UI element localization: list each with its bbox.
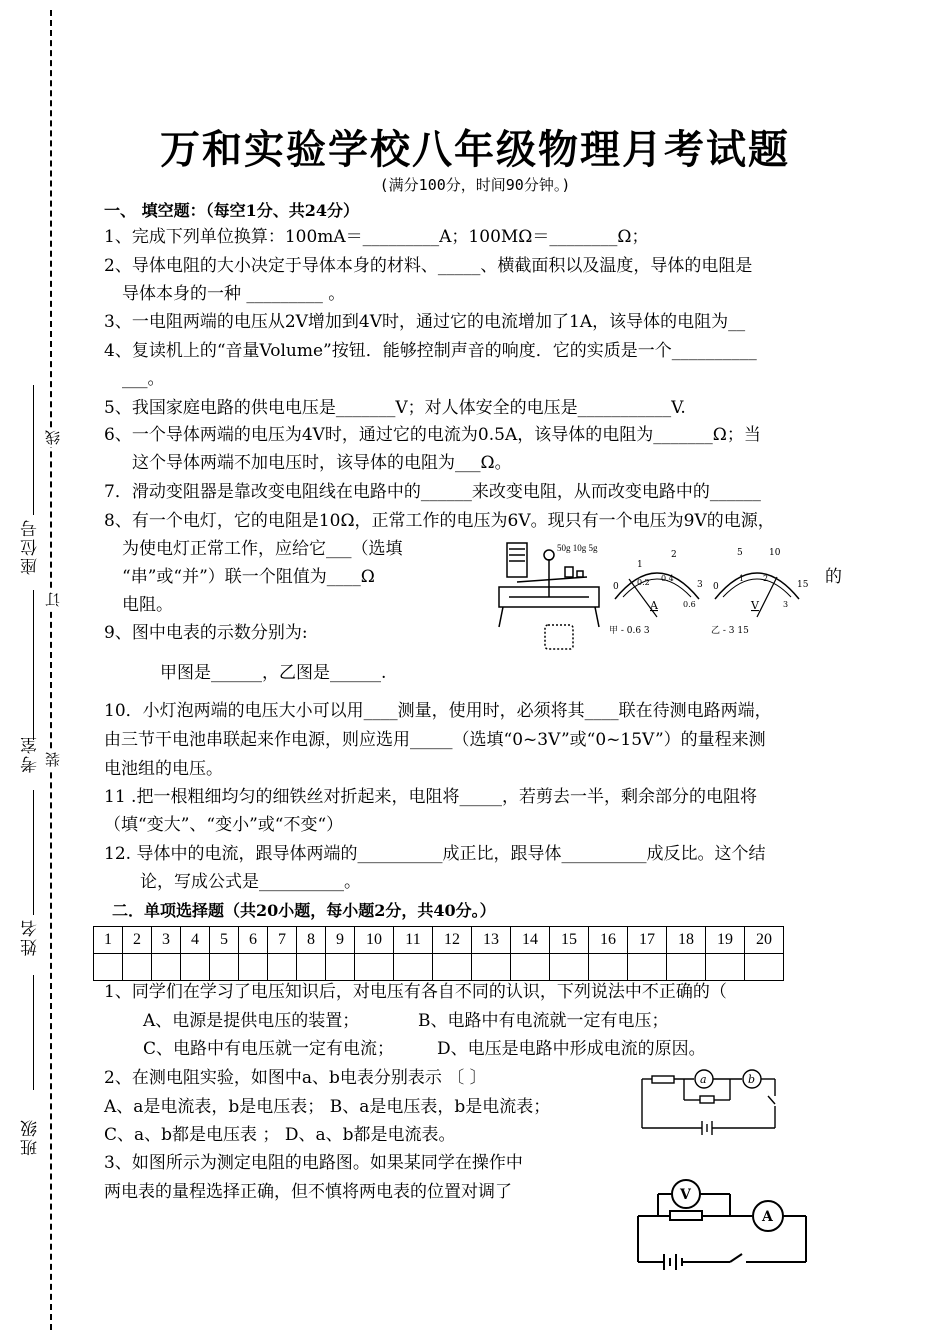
q10-fill-line2: 由三节干电池串联起来作电源，则应选用_____（选填“0~3V”或“0~15V”）的量程来测 [104,730,766,750]
answer-input-row [94,954,784,981]
answer-cell[interactable] [472,954,511,981]
binding-marker: 装 [44,752,62,767]
answer-num: 10 [355,927,394,954]
room-label: 考室 [21,735,41,773]
q9-answers: 甲图是______，乙图是______. [160,663,387,683]
voltmeter-label: V [751,599,759,612]
ammeter-tick-5: 0.4 [661,574,674,583]
q9-fill: 9、图中电表的示数分别为: [104,623,308,643]
ammeter-tick-4: 0.2 [637,578,650,587]
q12-fill-line2: 论，写成公式是__________。 [140,872,361,892]
mc-q1-stem: 1、同学们在学习了电压知识后，对电压有各自不同的认识，下列说法中不正确的（ [104,982,727,1002]
answer-num: 2 [123,927,152,954]
room-underline [33,590,34,740]
section2-heading: 二．单项选择题（共20小题，每小题2分，共40分。） [112,901,496,920]
answer-cell[interactable] [326,954,355,981]
answer-number-row [94,927,784,954]
section1-heading: 一、 填空题：（每空1分、共24分） [104,201,359,220]
binding-dashed-line [50,10,52,1330]
exam-subtitle: (满分100分，时间90分钟。) [379,176,571,194]
seat-label: 座位号 [21,518,41,575]
q12-fill-line1: 12. 导体中的电流，跟导体两端的__________成正比，跟导体__________成反比。这个结 [104,844,766,864]
ammeter-tick-2: 2 [671,550,677,560]
circuit-q2-meter-a: a [700,1073,707,1086]
q8-fill-line4: 电阻。 [122,595,173,615]
ammeter-tick-6: 0.6 [683,600,696,609]
mc-q3-line1: 3、如图所示为测定电阻的电路图。如果某同学在操作中 [104,1153,523,1173]
answer-cell[interactable] [94,954,123,981]
answer-num: 14 [511,927,550,954]
circuit-q2-meter-b: b [748,1073,756,1086]
q6-fill-line2: 这个导体两端不加电压时，该导体的电阻为___Ω。 [132,453,512,473]
q8-fill-line1: 8、有一个电灯，它的电阻是10Ω，正常工作的电压为6V。现只有一个电压为9V的电源， [104,511,775,531]
class-underline [33,975,34,1090]
answer-cell[interactable] [355,954,394,981]
mc-q1-option-a: A、电源是提供电压的装置； [143,1011,360,1031]
answer-cell[interactable] [433,954,472,981]
answer-cell[interactable] [589,954,628,981]
answer-cell[interactable] [210,954,239,981]
q2-fill-line1: 2、导体电阻的大小决定于导体本身的材料、_____、横截面积以及温度，导体的电阻是 [104,256,753,276]
voltmeter-tick-2: 10 [769,548,781,558]
mc-q1-option-d: D、电压是电路中形成电流的原因。 [437,1039,706,1059]
ammeter-tick-1: 1 [637,560,643,570]
answer-num: 3 [152,927,181,954]
answer-cell[interactable] [511,954,550,981]
answer-cell[interactable] [667,954,706,981]
mc-q2-options-cd: C、a、b都是电压表 ； D、a、b都是电流表。 [104,1125,456,1145]
exam-title: 万和实验学校八年级物理月考试题 [160,126,790,173]
answer-cell[interactable] [706,954,745,981]
answer-cell[interactable] [297,954,326,981]
answer-num: 5 [210,927,239,954]
name-underline [33,790,34,915]
q4-fill-line2: ___。 [122,369,165,389]
answer-num: 13 [472,927,511,954]
answer-num: 6 [239,927,268,954]
order-marker: 订 [44,592,62,607]
answer-num: 16 [589,927,628,954]
voltmeter-tick-5: 2 [763,574,769,583]
class-label: 班级 [21,1118,41,1156]
answer-num: 9 [326,927,355,954]
answer-num: 4 [181,927,210,954]
ammeter-terminals: 甲 - 0.6 3 [609,626,650,636]
q8-fill-tail: 的 [825,567,842,587]
answer-cell[interactable] [394,954,433,981]
answer-cell[interactable] [268,954,297,981]
q8-fill-line3: “串”或“并”）联一个阻值为____Ω [122,567,375,587]
q10-fill-line1: 10．小灯泡两端的电压大小可以用____测量，使用时，必须将其____联在待测电路两端， [104,701,772,721]
mc-q2-options-ab: A、a是电流表，b是电压表； B、a是电压表，b是电流表； [104,1097,551,1117]
q6-fill-line1: 6、一个导体两端的电压为4V时，通过它的电流为0.5A，该导体的电阻为_______Ω；当 [104,425,761,445]
answer-cell[interactable] [181,954,210,981]
seat-underline [33,385,34,515]
circuit-q3-voltmeter: V [680,1187,691,1203]
q3-fill: 3、一电阻两端的电压从2V增加到4V时，通过它的电流增加了1A，该导体的电阻为__ [104,312,746,332]
meters-figure [497,537,817,655]
balance-scale [499,543,599,649]
voltmeter-tick-3: 15 [797,580,809,590]
q7-fill: 7．滑动变阻器是靠改变电阻线在电路中的______来改变电阻，从而改变电路中的______ [104,482,761,502]
answer-num: 18 [667,927,706,954]
ammeter-tick-0: 0 [613,582,619,592]
line-marker: 线 [44,430,62,445]
name-label: 姓名 [21,918,41,956]
mc-q2-stem: 2、在测电阻实验，如图中a、b电表分别表示 〔 〕 [104,1068,487,1088]
answer-cell[interactable] [123,954,152,981]
answer-cell[interactable] [628,954,667,981]
answer-cell[interactable] [152,954,181,981]
answer-num: 8 [297,927,326,954]
mc-q1-option-b: B、电路中有电流就一定有电压； [418,1011,669,1031]
answer-num: 17 [628,927,667,954]
voltmeter-tick-1: 5 [737,548,743,558]
answer-cell[interactable] [550,954,589,981]
ammeter-tick-3: 3 [697,580,703,590]
q4-fill-line1: 4、复读机上的“音量Volume”按钮．能够控制声音的响度．它的实质是一个__________ [104,341,757,361]
answer-num: 20 [745,927,784,954]
answer-num: 15 [550,927,589,954]
answer-cell[interactable] [239,954,268,981]
q1-fill: 1、完成下列单位换算：100mA＝_________A；100MΩ＝________Ω； [104,227,649,247]
q2-fill-line2: 导体本身的一种 _________ 。 [122,284,346,304]
ammeter-label: A [650,599,658,612]
q10-fill-line3: 电池组的电压。 [104,759,223,779]
voltmeter-tick-0: 0 [713,582,719,592]
answer-num: 1 [94,927,123,954]
q5-fill: 5、我国家庭电路的供电电压是_______V；对人体安全的电压是___________V. [104,398,686,418]
voltmeter-tick-4: 1 [739,574,745,583]
q11-fill-line1: 11 .把一根粗细均匀的细铁丝对折起来，电阻将_____，若剪去一半，剩余部分的电阻将 [104,787,757,807]
answer-table [93,926,784,981]
circuit-q2 [640,1066,785,1136]
mc-q3-line2: 两电表的量程选择正确，但不慎将两电表的位置对调了 [104,1182,512,1202]
mc-q1-option-c: C、电路中有电压就一定有电流； [143,1039,395,1059]
answer-num: 11 [394,927,433,954]
balance-weights-label: 50g 10g 5g [557,543,598,553]
circuit-q3-ammeter: A [762,1209,773,1225]
voltmeter-tick-6: 3 [783,600,789,609]
q11-fill-line2: （填“变大”、“变小”或“不变“） [104,815,344,835]
answer-num: 19 [706,927,745,954]
answer-num: 12 [433,927,472,954]
answer-num: 7 [268,927,297,954]
answer-cell[interactable] [745,954,784,981]
q8-fill-line2: 为使电灯正常工作，应给它___（选填 [122,539,403,559]
voltmeter-terminals: 乙 - 3 15 [711,626,749,636]
circuit-q3 [630,1178,815,1273]
